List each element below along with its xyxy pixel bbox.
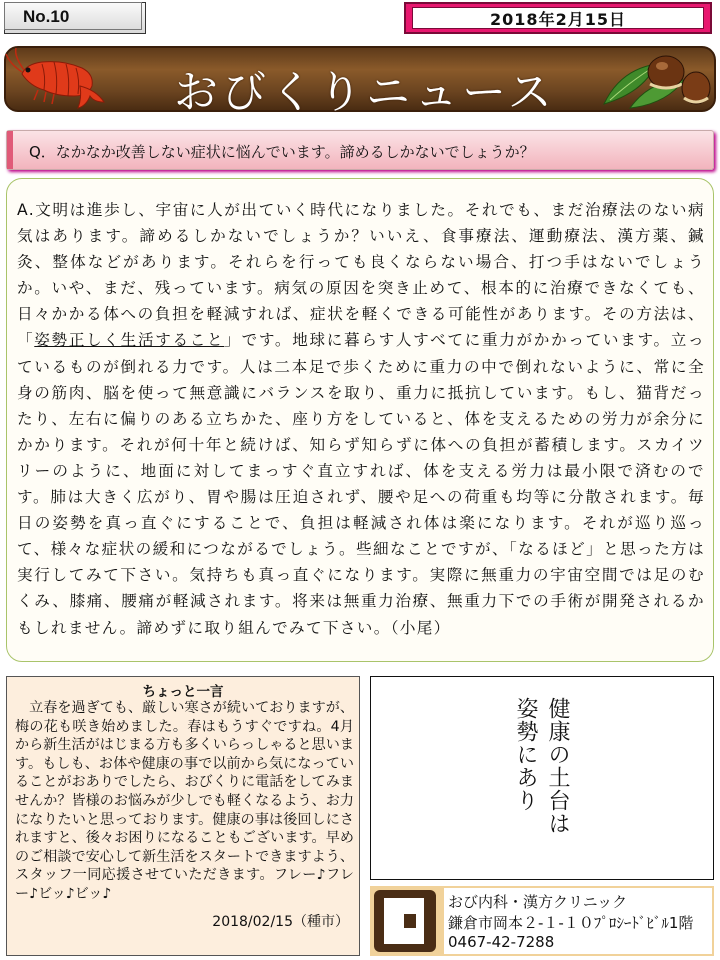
clinic-phone: 0467-42-7288 [448,933,555,951]
clinic-box [370,886,714,956]
answer-box [6,178,714,662]
issue-date: 2018年2月15日 [412,7,704,29]
answer-text: A.文明は進歩し、宇宙に人が出ていく時代になりました。それでも、まだ治療法のない病気はあります。諦めるしかないでしょうか？いいえ、食事療法、運動療法、漢方薬、鍼灸、整体などがあります。それらを行っても良くならない場合、打つ手はないでしょうか。いや、まだ、残っています。病気の原因を突き止めて、根本的に治療できなくても、日々かかる体への負担を軽減すれば、症状を軽くできる可能性があります。その方法は、「姿勢正しく生活すること」です。地球に暮らす人すべてに重力がかかっています。立っているものが倒れる力です。人は二本足で歩くために重力の中で倒れないように、常に全身の筋肉、脳を使って無意識にバランスを取り、重力に抵抗しています。もし、猫背だったり、左右に偏りのある立ちかた、座り方をしていると、体を支えるための労力が余分にかかります。それが何十年と続けば、知らず知らずに体への負担が蓄積します。スカイツリーのように、地面に対してまっすぐ直立すれば、体を支える労力は最小限で済むのです。肺は大きく広がり、胃や腸は圧迫されず、腰や足への荷重も均等に分散されます。毎日の姿勢を真っ直ぐにすることで、負担は軽減され体は楽になります。それが巡り巡って、様々な症状の緩和につながるでしょう。些細なことですが、「なるほど」と思った方は実行してみて下さい。気持ちも真っ直ぐになります。実際に無重力の宇宙空間では足のむくみ、膝痛、腰痛が軽減されます。将来は無重力治療、無重力下での手術が開発されるかもしれません。諦めずに取り組んでみて下さい。（小尾） [17,201,705,637]
clinic-logo-icon [374,890,436,952]
answer-emphasis: 姿勢正しく生活すること [34,331,225,350]
column-box [6,676,360,956]
shrimp-icon [4,46,114,116]
motto-box [370,676,714,880]
chestnut-icon [600,50,712,112]
clinic-info [444,888,712,954]
motto-line-2: 姿勢にあり [513,697,538,812]
newsletter-title: おびくりニュース [174,67,556,118]
column-signature: 2018/02/15（種市） [212,914,349,930]
motto-line-1: 健康の土台は [545,697,570,835]
motto-text [509,697,573,877]
column-body: 立春を過ぎても、厳しい寒さが続いておりますが、梅の花も咲き始めました。春はもうすぐですね。4月から新生活がはじまる方も多くいらっしゃると思います。もしも、お体や健康の事で以前から気になっていることがおありでしたら、おびくりに電話をしてみませんか？皆様のお悩みが少しでも軽くなるよう、お力になりたいと思っております。健康の事は後回しにされますと、後々お困りになることもございます。早めのご相談で安心して新生活をスタートできますよう、スタッフ一同応援させていただきます。フレー♪フレー♪ビッ♪ビッ♪ [15,700,354,902]
question-bar [6,130,714,170]
date-box [404,2,712,34]
column-heading: ちょっと一言 [142,684,224,700]
question-text: Q．なかなか改善しない症状に悩んでいます。諦めるしかないでしょうか？ [29,143,535,161]
clinic-address: 鎌倉市岡本２-１-１０ﾌﾟﾛｼｰﾄﾞﾋﾞﾙ1階 [448,914,694,932]
clinic-name: おび内科・漢方クリニック [448,893,628,911]
issue-number: No.10 [4,2,146,34]
